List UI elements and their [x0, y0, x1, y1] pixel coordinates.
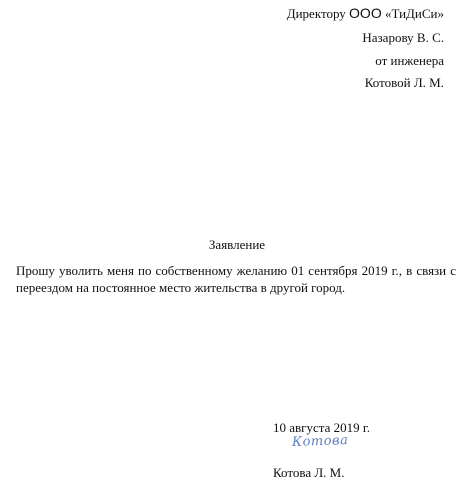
addressee-director-line	[287, 6, 444, 21]
signer-name: Котова Л. М.	[273, 465, 345, 480]
recipient-name: Назарову В. С.	[362, 30, 444, 45]
from-line: от инженера	[375, 53, 444, 68]
body-line: Прошу уволить меня по собственному желанию 01 сентября 2019 г., в связи с	[16, 263, 456, 278]
organization-form: ООО	[349, 5, 382, 21]
director-prefix: Директору	[286, 6, 346, 21]
document-date: 10 августа 2019 г.	[273, 420, 370, 435]
company-name: «ТиДиСи»	[384, 6, 444, 21]
document-title: Заявление	[208, 237, 266, 252]
handwritten-signature: Котова	[291, 433, 349, 450]
body-line: переездом на постоянное место жительства в другой город.	[16, 280, 346, 295]
author-name: Котовой Л. М.	[364, 75, 444, 90]
document-body	[16, 262, 456, 296]
